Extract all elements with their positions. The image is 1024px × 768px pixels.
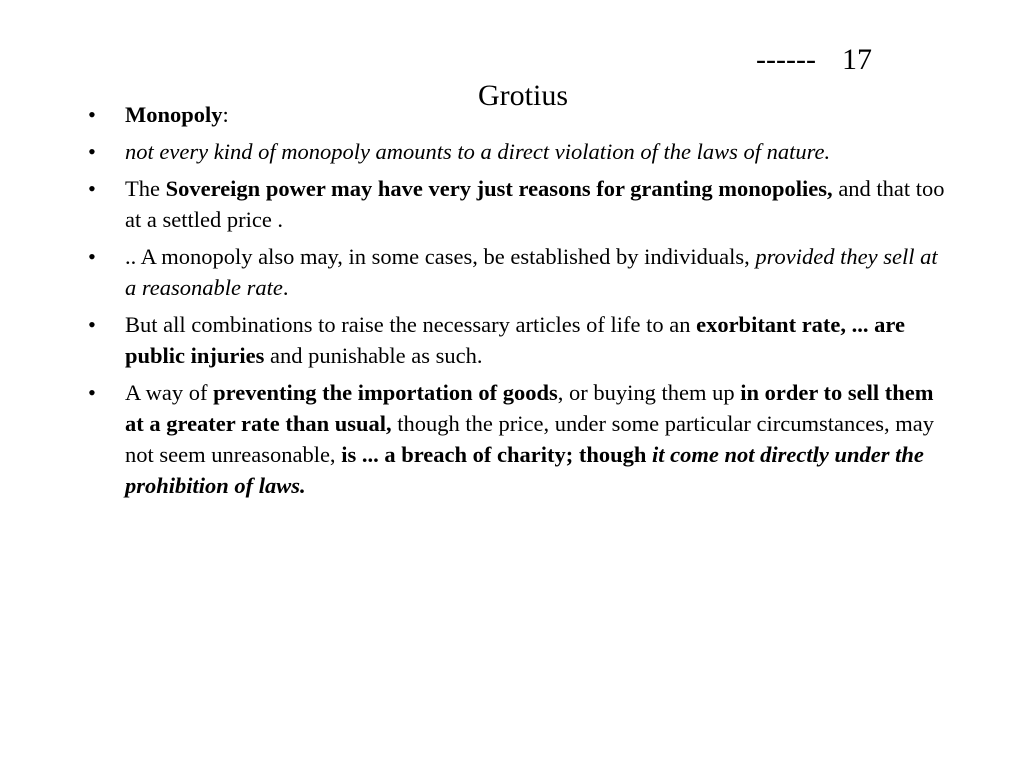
text-run: , or buying them up	[557, 380, 741, 405]
text-run: it come not directly under the prohibition of laws.	[125, 442, 924, 498]
bullet-item	[88, 241, 948, 303]
text-run: though the price, under some particular circumstances, may not seem unreasonable,	[125, 411, 934, 467]
text-run: The	[125, 176, 166, 201]
bullet-text	[125, 139, 830, 164]
bullet-item	[88, 377, 948, 501]
text-run: :	[222, 102, 229, 127]
bullet-text	[125, 244, 938, 300]
bullet-item	[88, 309, 948, 371]
page-number: 17	[842, 43, 872, 76]
text-run: and punishable as such.	[264, 343, 483, 368]
text-run: .. A monopoly also may, in some cases, be established by individuals,	[125, 244, 756, 269]
text-run: provided they sell at a reasonable rate	[125, 244, 938, 300]
text-run: in order to sell them at a greater rate than usual,	[125, 380, 934, 436]
bullet-item	[88, 173, 948, 235]
bullet-text	[125, 312, 905, 368]
slide-title-text: Grotius	[478, 79, 568, 112]
text-run: But all combinations to raise the necessary articles of life to an	[125, 312, 697, 337]
text-run: preventing the importation of goods	[213, 380, 558, 405]
text-run: Sovereign power may have very just reasons for granting monopolies,	[165, 176, 833, 201]
bullet-marker: •	[88, 102, 96, 127]
bullet-text	[125, 380, 934, 498]
bullet-item	[88, 99, 948, 130]
bullet-marker: •	[88, 139, 96, 164]
bullet-list	[88, 99, 948, 507]
text-run: Monopoly	[125, 102, 223, 127]
bullet-item	[88, 136, 948, 167]
text-run: not every kind of monopoly amounts to a direct violation of the laws of nature.	[125, 139, 831, 164]
text-run: .	[282, 275, 289, 300]
bullet-text	[125, 102, 229, 127]
text-run: exorbitant rate, ... are public injuries	[125, 312, 905, 368]
bullet-marker: •	[88, 380, 96, 405]
text-run: is ... a breach of charity; though	[341, 442, 653, 467]
bullet-marker: •	[88, 312, 96, 337]
title-dashes: ------	[756, 43, 816, 76]
bullet-marker: •	[88, 176, 96, 201]
text-run: and that too at a settled price .	[125, 176, 945, 232]
text-run: A way of	[125, 380, 214, 405]
bullet-text	[125, 176, 945, 232]
bullet-marker: •	[88, 244, 96, 269]
